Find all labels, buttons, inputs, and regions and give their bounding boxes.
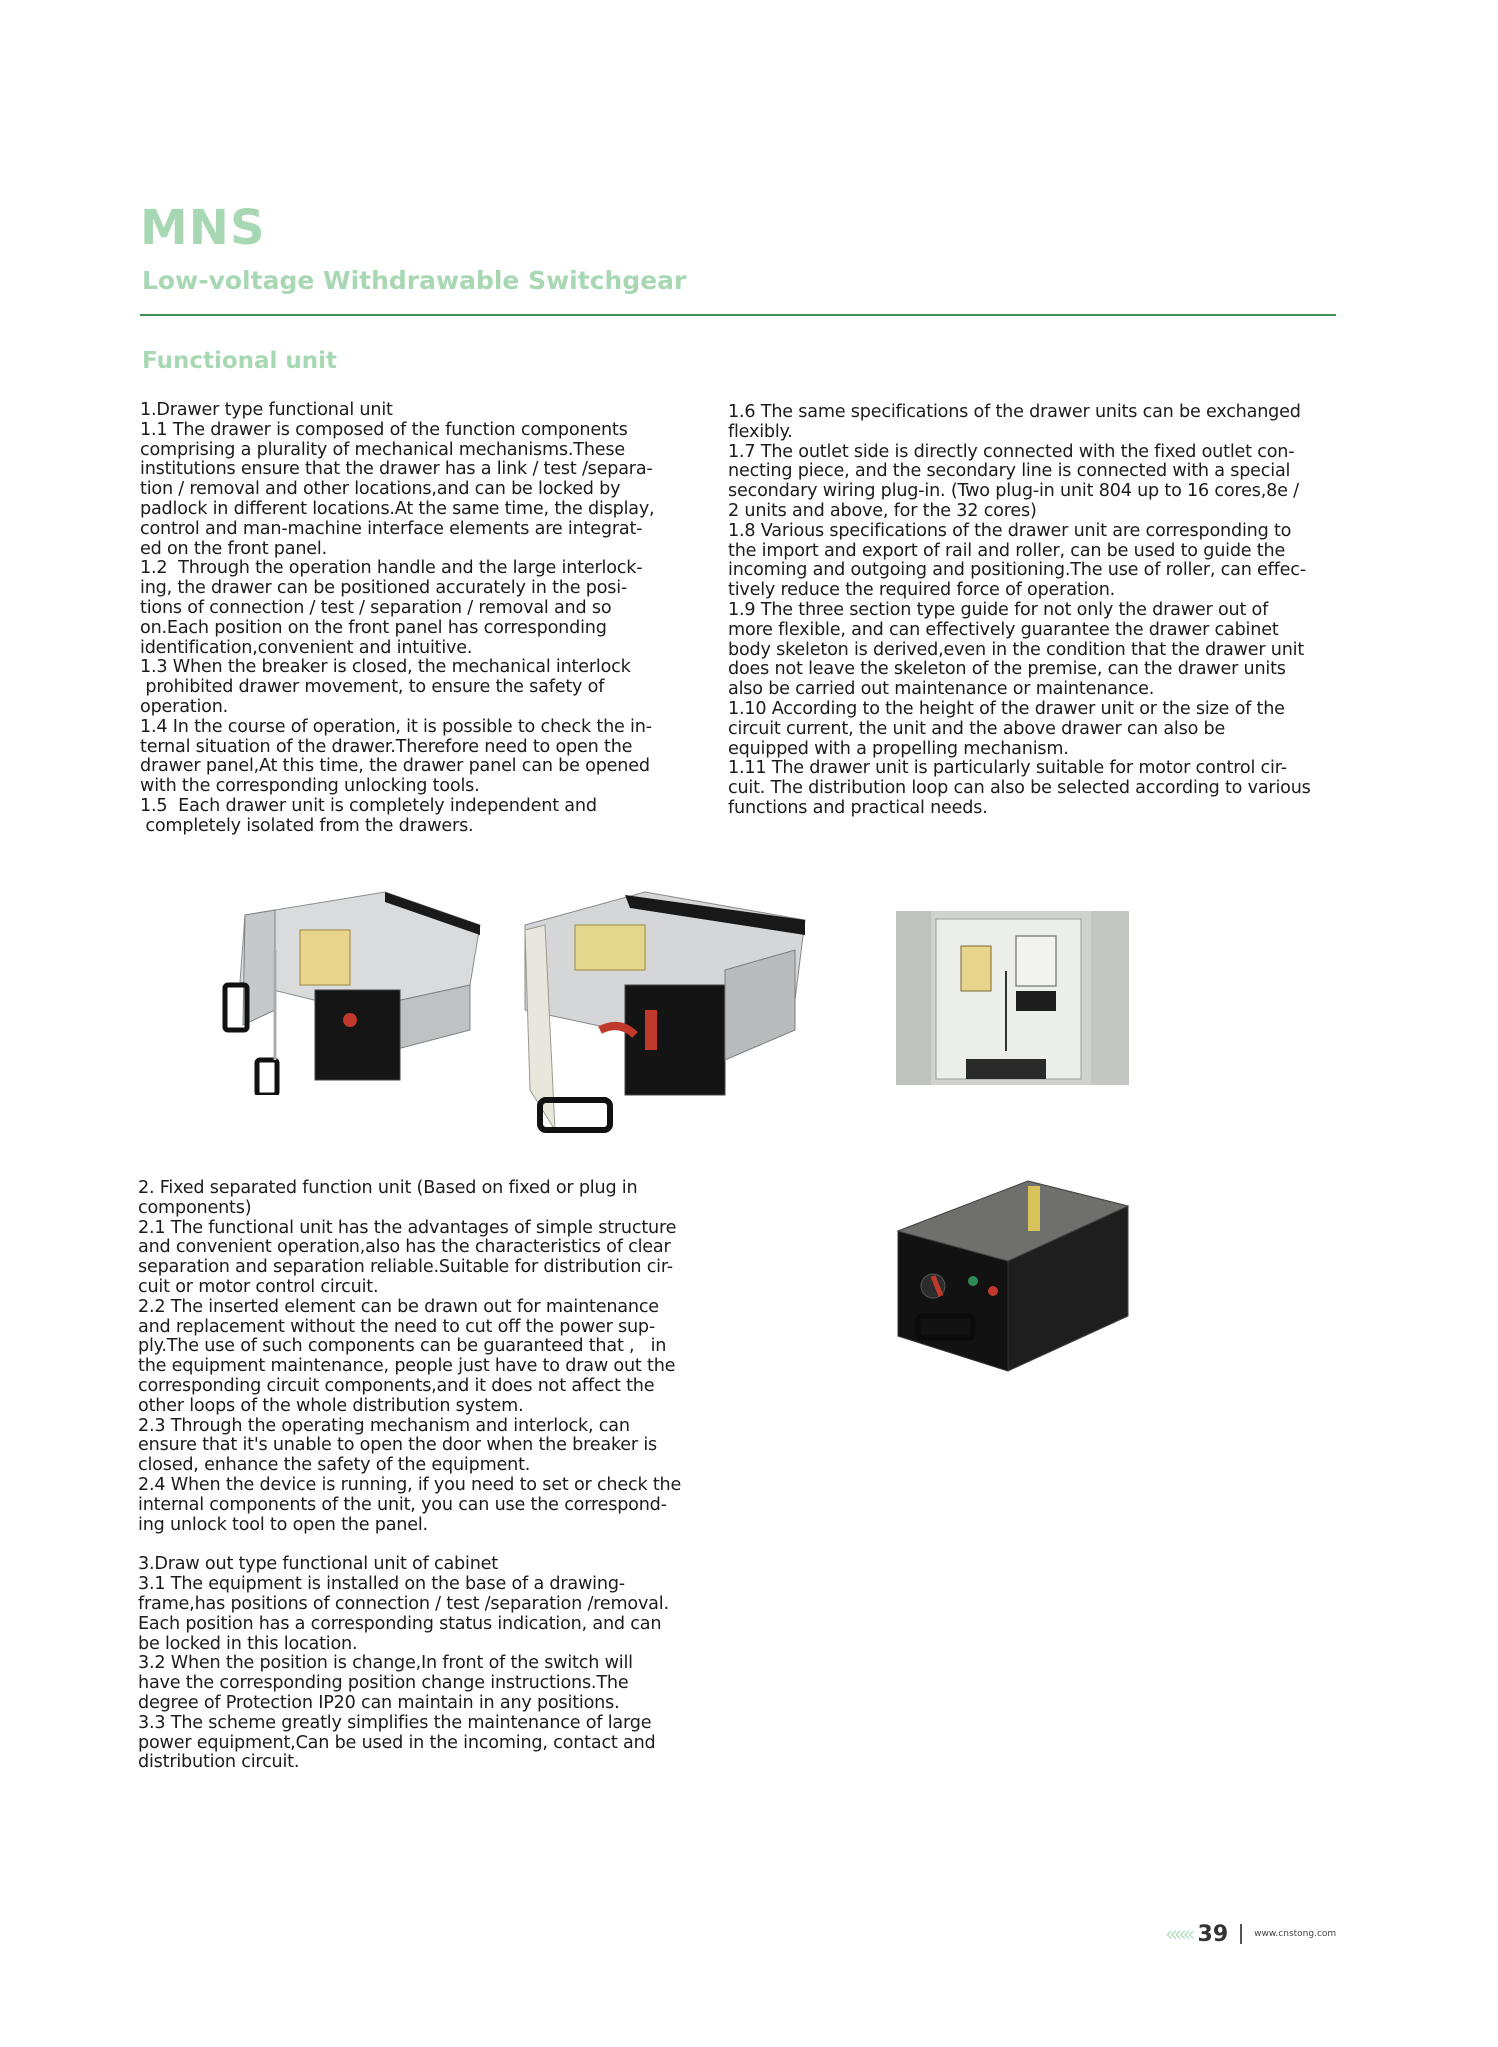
text-line: internal components of the unit, you can use the correspond- bbox=[138, 1494, 667, 1515]
text-line: operation. bbox=[140, 696, 229, 717]
text-line: completely isolated from the drawers. bbox=[140, 815, 474, 836]
text-line: the import and export of rail and roller, can be used to guide the bbox=[728, 540, 1286, 561]
text-line: 2. Fixed separated function unit (Based on fixed or plug in bbox=[138, 1178, 638, 1198]
text-line: ing unlock tool to open the panel. bbox=[138, 1514, 428, 1535]
text-line: flexibly. bbox=[728, 421, 793, 442]
text-line: drawer panel,At this time, the drawer panel can be opened bbox=[140, 756, 650, 777]
header-divider bbox=[140, 314, 1336, 316]
text-line: ed on the front panel. bbox=[140, 538, 328, 559]
text-line: 2.4 When the device is running, if you need to set or check the bbox=[138, 1474, 682, 1495]
bottom-left-text bbox=[138, 1179, 728, 1773]
text-line: 3.1 The equipment is installed on the base of a drawing- bbox=[138, 1574, 625, 1595]
text-line: 2.2 The inserted element can be drawn out for maintenance bbox=[138, 1296, 659, 1317]
page-title: MNS bbox=[140, 200, 266, 256]
text-line: ing, the drawer can be positioned accurately in the posi- bbox=[140, 578, 628, 599]
text-line: 1.10 According to the height of the drawer unit or the size of the bbox=[728, 698, 1285, 719]
text-line: 2 units and above, for the 32 cores) bbox=[728, 500, 1037, 521]
text-line: tively reduce the required force of operation. bbox=[728, 580, 1116, 601]
text-line: with the corresponding unlocking tools. bbox=[140, 776, 480, 797]
text-line: 1.5 Each drawer unit is completely independent and bbox=[140, 795, 597, 816]
section-heading: Functional unit bbox=[142, 348, 338, 374]
text-line: tion / removal and other locations,and can be locked by bbox=[140, 479, 621, 500]
section-2-text bbox=[138, 1179, 728, 1535]
drawer-unit-photo-2 bbox=[505, 890, 807, 1142]
right-column-text bbox=[728, 403, 1348, 819]
text-line: corresponding circuit components,and it does not affect the bbox=[138, 1375, 655, 1396]
website-url: www.cnstong.com bbox=[1254, 1929, 1337, 1939]
text-line: on.Each position on the front panel has corresponding bbox=[140, 617, 607, 638]
text-line: institutions ensure that the drawer has a link / test /separa- bbox=[140, 459, 653, 480]
text-line: more flexible, and can effectively guarantee the drawer cabinet bbox=[728, 619, 1279, 640]
text-line: 1.Drawer type functional unit bbox=[140, 400, 393, 420]
text-line: Each position has a corresponding status indication, and can bbox=[138, 1613, 662, 1634]
text-line: functions and practical needs. bbox=[728, 797, 988, 818]
text-line: secondary wiring plug-in. (Two plug-in unit 804 up to 16 cores,8e / bbox=[728, 481, 1299, 502]
text-line: closed, enhance the safety of the equipment. bbox=[138, 1455, 531, 1476]
page-number: 39 bbox=[1197, 1921, 1229, 1947]
text-line: 1.11 The drawer unit is particularly suitable for motor control cir- bbox=[728, 758, 1287, 779]
text-line: equipped with a propelling mechanism. bbox=[728, 738, 1069, 759]
text-line: 2.3 Through the operating mechanism and interlock, can bbox=[138, 1415, 630, 1436]
text-line: comprising a plurality of mechanical mechanisms.These bbox=[140, 439, 625, 460]
fixed-function-unit-photo bbox=[878, 1176, 1130, 1372]
text-line: necting piece, and the secondary line is connected with a special bbox=[728, 461, 1291, 482]
text-line: and replacement without the need to cut off the power sup- bbox=[138, 1316, 656, 1337]
text-line: prohibited drawer movement, to ensure the safety of bbox=[140, 677, 605, 698]
page-subtitle: Low-voltage Withdrawable Switchgear bbox=[142, 266, 687, 295]
text-line: incoming and outgoing and positioning.The use of roller, can effec- bbox=[728, 560, 1306, 581]
text-line: be locked in this location. bbox=[138, 1633, 358, 1654]
text-line: 1.6 The same specifications of the drawer units can be exchanged bbox=[728, 402, 1301, 422]
text-line: frame,has positions of connection / test /separation /removal. bbox=[138, 1593, 669, 1614]
text-line: and convenient operation,also has the characteristics of clear bbox=[138, 1237, 671, 1258]
text-line: body skeleton is derived,even in the condition that the drawer unit bbox=[728, 639, 1305, 660]
text-line: 2.1 The functional unit has the advantages of simple structure bbox=[138, 1217, 677, 1238]
text-line: cuit or motor control circuit. bbox=[138, 1276, 379, 1297]
text-line: ply.The use of such components can be guaranteed that , in bbox=[138, 1336, 667, 1357]
text-line: control and man-machine interface elements are integrat- bbox=[140, 518, 643, 539]
text-line: 1.2 Through the operation handle and the large interlock- bbox=[140, 558, 643, 579]
text-line: the equipment maintenance, people just have to draw out the bbox=[138, 1356, 676, 1377]
text-line: degree of Protection IP20 can maintain in any positions. bbox=[138, 1692, 620, 1713]
text-line: distribution circuit. bbox=[138, 1752, 300, 1773]
text-line: padlock in different locations.At the same time, the display, bbox=[140, 498, 655, 519]
footer-divider bbox=[1240, 1924, 1242, 1944]
text-line: components) bbox=[138, 1197, 252, 1218]
section-3-text bbox=[138, 1555, 728, 1773]
text-line: have the corresponding position change instructions.The bbox=[138, 1673, 629, 1694]
paragraph-gap bbox=[138, 1535, 728, 1555]
text-line: 3.2 When the position is change,In front of the switch will bbox=[138, 1653, 633, 1674]
left-column-text bbox=[140, 401, 720, 837]
text-line: also be carried out maintenance or maintenance. bbox=[728, 679, 1155, 700]
text-line: circuit current, the unit and the above drawer can also be bbox=[728, 718, 1226, 739]
text-line: 3.Draw out type functional unit of cabinet bbox=[138, 1554, 498, 1575]
drawer-unit-photo-1 bbox=[215, 890, 485, 1095]
text-line: tions of connection / test / separation / removal and so bbox=[140, 597, 612, 618]
text-line: ensure that it's unable to open the door when the breaker is bbox=[138, 1435, 658, 1456]
text-line: 1.8 Various specifications of the drawer unit are corresponding to bbox=[728, 520, 1292, 541]
text-line: 1.4 In the course of operation, it is possible to check the in- bbox=[140, 716, 652, 737]
text-line: 1.1 The drawer is composed of the function components bbox=[140, 419, 628, 440]
text-line: separation and separation reliable.Suitable for distribution cir- bbox=[138, 1257, 673, 1278]
text-line: 1.3 When the breaker is closed, the mechanical interlock bbox=[140, 657, 631, 678]
text-line: ternal situation of the drawer.Therefore need to open the bbox=[140, 736, 633, 757]
cabinet-interior-photo bbox=[896, 911, 1129, 1085]
text-line: power equipment,Can be used in the incoming, contact and bbox=[138, 1732, 656, 1753]
chevron-left-icon: ««« bbox=[1165, 1922, 1192, 1946]
text-line: identification,convenient and intuitive. bbox=[140, 637, 473, 658]
text-line: 3.3 The scheme greatly simplifies the maintenance of large bbox=[138, 1712, 652, 1733]
text-line: 1.9 The three section type guide for not only the drawer out of bbox=[728, 599, 1269, 620]
text-line: does not leave the skeleton of the premise, can the drawer units bbox=[728, 659, 1286, 680]
text-line: cuit. The distribution loop can also be selected according to various bbox=[728, 778, 1311, 799]
text-line: 1.7 The outlet side is directly connected with the fixed outlet con- bbox=[728, 441, 1295, 462]
page-footer bbox=[1165, 1919, 1336, 1949]
text-line: other loops of the whole distribution system. bbox=[138, 1395, 524, 1416]
